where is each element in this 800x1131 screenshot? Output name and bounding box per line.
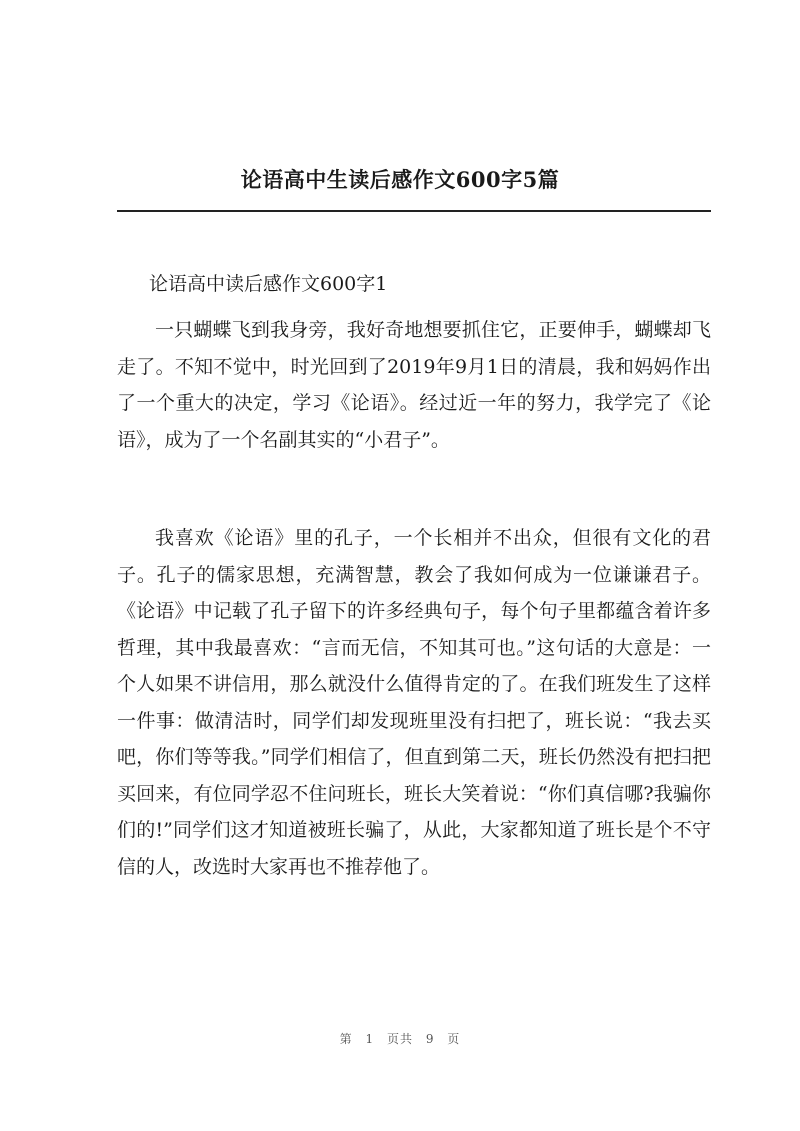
body-paragraph-2: 我喜欢《论语》里的孔子，一个长相并不出众，但很有文化的君子。孔子的儒家思想，充满智慧，教会了我如何成为一位谦谦君子。《论语》中记载了孔子留下的许多经典句子，每个句子里都蕴含着许多哲理，其中我最喜欢：“言而无信，不知其可也。”这句话的大意是：一个人如果不讲信用，那么就没什么值得肯定的了。在我们班发生了这样一件事：做清洁时，同学们却发现班里没有扫把了，班长说：“我去买吧，你们等等我。”同学们相信了，但直到第二天，班长仍然没有把扫把买回来，有位同学忍不住问班长，班长大笑着说：“你们真信哪?我骗你们的!”同学们这才知道被班长骗了，从此，大家都知道了班长是个不守信的人，改选时大家再也不推荐他了。 [117,527,711,878]
section-heading: 论语高中读后感作文600字1 [149,273,388,295]
page-footer [0,1030,800,1047]
footer-middle: 页共 [386,1032,413,1046]
footer-suffix: 页 [447,1032,461,1046]
document-title: 论语高中生读后感作文600字5篇 [240,167,560,192]
footer-prefix: 第 [339,1032,353,1046]
footer-current-page: 1 [365,1032,375,1046]
title-divider [117,210,711,212]
body-paragraph-1: 一只蝴蝶飞到我身旁，我好奇地想要抓住它，正要伸手，蝴蝶却飞走了。不知不觉中，时光回到了2019年9月1日的清晨，我和妈妈作出了一个重大的决定，学习《论语》。经过近一年的努力，我学完了《论语》，成为了一个名副其实的“小君子”。 [117,319,711,451]
footer-total-pages: 9 [425,1032,435,1046]
